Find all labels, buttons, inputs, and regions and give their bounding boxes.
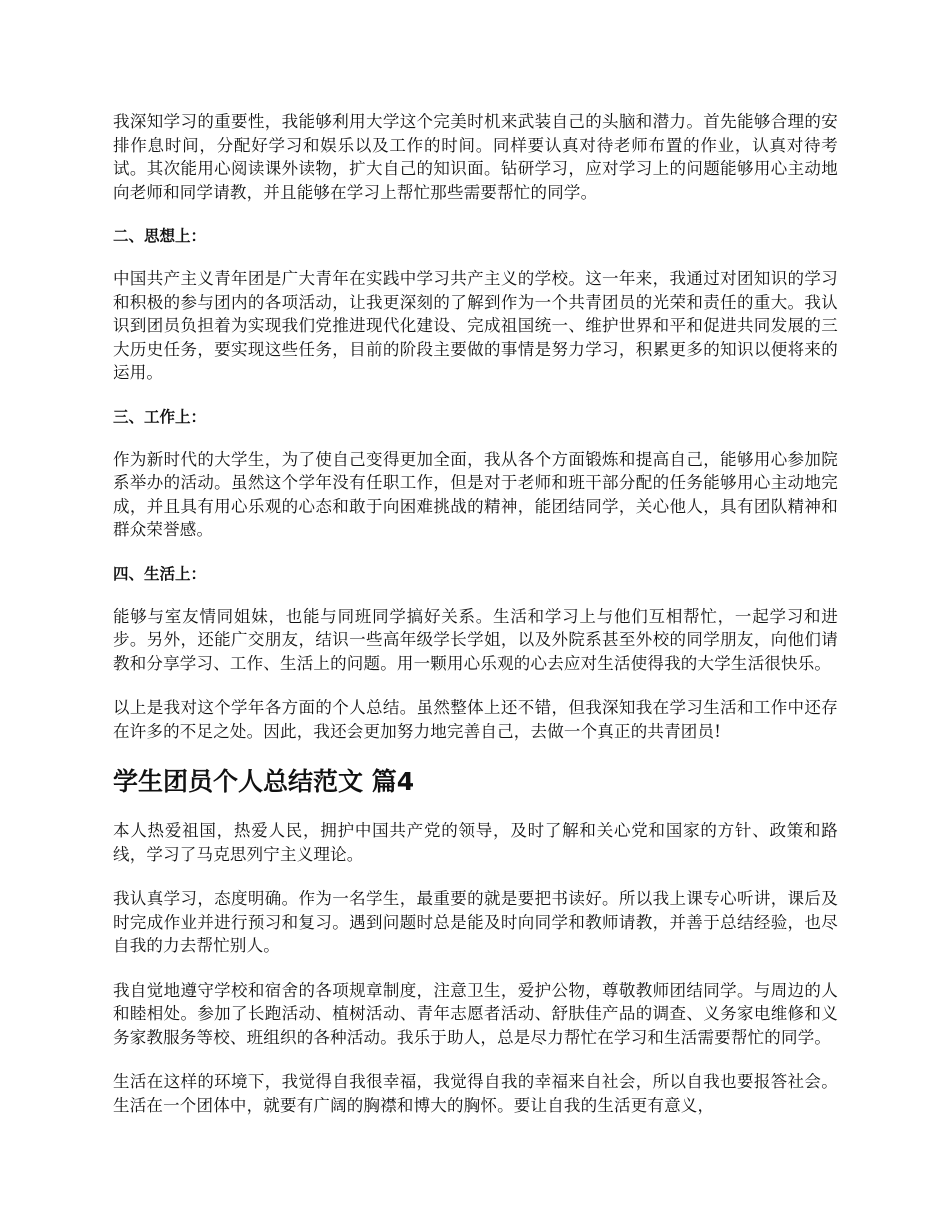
heading-thought: 二、思想上：: [113, 227, 207, 245]
heading-work: 三、工作上：: [113, 407, 207, 426]
paragraph-work: 作为新时代的大学生，为了使自己变得更加全面，我从各个方面锻炼和提高自己，能够用心参加院系举办的活动。虽然这个学年没有任职工作，但是对于老师和班干部分配的任务能够用心主动地完成，并且具有用心乐观的心态和敢于向困难挑战的精神，能团结同学，关心他人，具有团队精神和群众荣誉感。: [113, 449, 838, 539]
paragraph-society: 生活在这样的环境下，我觉得自我很幸福，我觉得自我的幸福来自社会，所以自我也要报答社会。生活在一个团体中，就要有广阔的胸襟和博大的胸怀。要让自我的生活更有意义，: [113, 1072, 838, 1115]
paragraph-thought: 中国共产主义青年团是广大青年在实践中学习共产主义的学校。这一年来，我通过对团知识的学习和积极的参与团内的各项活动，让我更深刻的了解到作为一个共青团员的光荣和责任的重大。我认识到团员负担着为实现我们党推进现代化建设、完成祖国统一、维护世界和平和促进共同发展的三大历史任务，要实现这些任务，目前的阶段主要做的事情是努力学习，积累更多的知识以便将来的运用。: [113, 269, 838, 382]
paragraph-study-attitude: 我认真学习，态度明确。作为一名学生，最重要的就是要把书读好。所以我上课专心听讲，课后及时完成作业并进行预习和复习。遇到问题时总是能及时向同学和教师请教，并善于总结经验，也尽自我的力去帮忙别人。: [113, 889, 838, 955]
paragraph-conclusion: 以上是我对这个学年各方面的个人总结。虽然整体上还不错，但我深知我在学习生活和工作中还存在许多的不足之处。因此，我还会更加努力地完善自己，去做一个真正的共青团员!: [113, 698, 838, 741]
paragraph-study-importance: 我深知学习的重要性，我能够利用大学这个完美时机来武装自己的头脑和潜力。首先能够合理的安排作息时间，分配好学习和娱乐以及工作的时间。同样要认真对待老师布置的作业，认真对待考试。其次能用心阅读课外读物，扩大自己的知识面。钻研学习，应对学习上的问题能够用心主动地向老师和同学请教，并且能够在学习上帮忙那些需要帮忙的同学。: [113, 112, 838, 202]
document-page: [113, 110, 838, 1138]
paragraph-life: 能够与室友情同姐妹，也能与同班同学搞好关系。生活和学习上与他们互相帮忙，一起学习和进步。另外，还能广交朋友，结识一些高年级学长学姐，以及外院系甚至外校的同学朋友，向他们请教和分享学习、工作、生活上的问题。用一颗用心乐观的心去应对生活使得我的大学生活很快乐。: [113, 606, 838, 673]
section-title: 学生团员个人总结范文 篇4: [113, 767, 415, 796]
heading-life: 四、生活上：: [113, 564, 207, 583]
paragraph-rules-activities: 我自觉地遵守学校和宿舍的各项规章制度，注意卫生，爱护公物，尊敬教师团结同学。与周边的人和睦相处。参加了长跑活动、植树活动、青年志愿者活动、舒肤佳产品的调查、义务家电维修和义务家教服务等校、班组织的各种活动。我乐于助人，总是尽力帮忙在学习和生活需要帮忙的同学。: [113, 980, 838, 1047]
paragraph-patriotism: 本人热爱祖国，热爱人民，拥护中国共产党的领导，及时了解和关心党和国家的方针、政策和路线，学习了马克思列宁主义理论。: [113, 821, 838, 864]
